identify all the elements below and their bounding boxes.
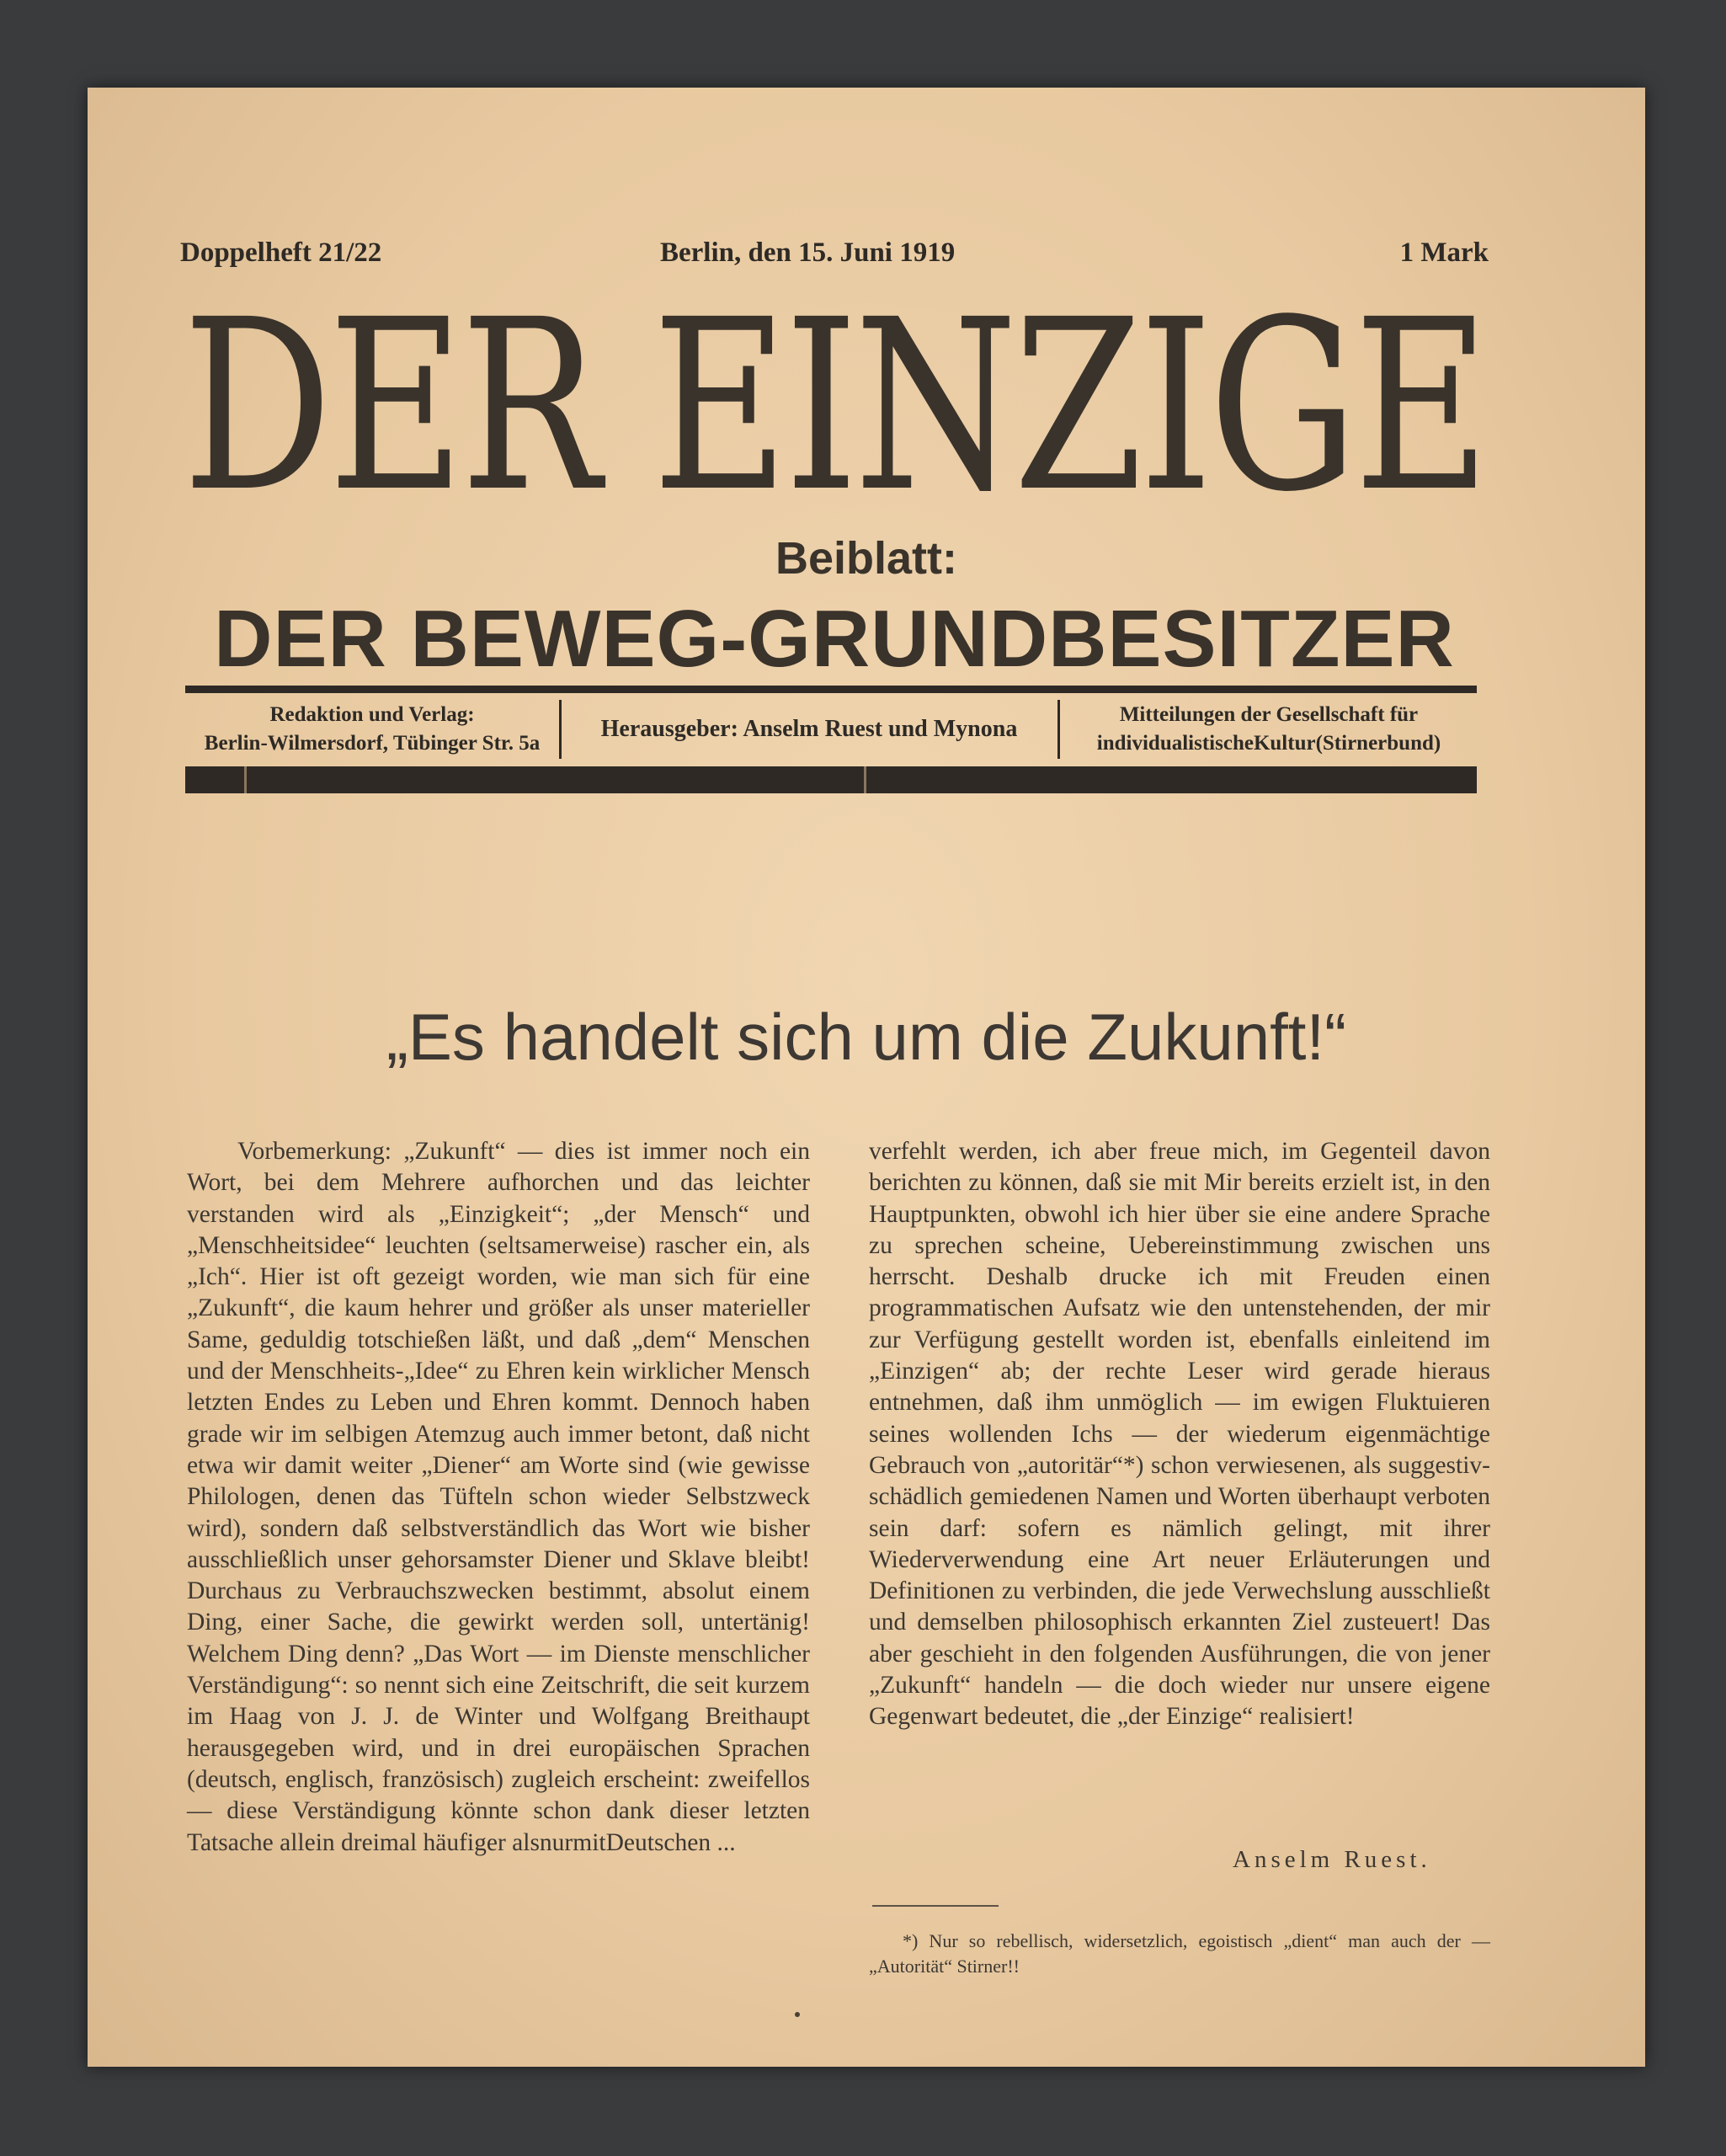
author-signature: Anselm Ruest. — [1233, 1846, 1431, 1873]
issue-date: Berlin, den 15. Juni 1919 — [660, 237, 956, 268]
editorial-label: Redaktion und Verlag: — [269, 703, 475, 726]
bar-seam — [244, 766, 247, 793]
article-column-right: verfehlt werden, ich aber freue mich, im Gegenteil davon berichten zu können, daß sie mit Mir bereits erzielt ist, in den Hauptpunkten, obwohl ich hier über sie eine andere Sprache zu sprechen scheine, Uebereinstimmung zwischen uns herrscht. Deshalb drucke ich mit Freuden einen programmatischen Aufsatz wie den untenstehenden, der mir zur Verfügung gestellt worden ist, ebenfalls einleitend im „Einzigen“ ab; der rechte Leser wird gerade hieraus entnehmen, daß ihm unmöglich — im ewigen Fluktuieren seines wollenden Ichs — der wiederum eigenmächtige Gebrauch von „autoritär“*) schon verwiesenen, als suggestiv-schädlich gemiedenen Namen und Worten überhaupt verboten sein darf: sofern es nämlich gelingt, mit ihrer Wiederverwendung eine Art neuer Erläuterungen und Definitionen zu verbinden, die jede Verwechslung ausschließt und demselben philosophisch erkannten Ziel zusteuert! Das aber geschieht in den folgenden Ausführungen, die von jener „Zukunft“ handeln — die doch wieder nur unsere eigene Gegenwart bedeutet, die „der Einzige“ realisiert! — [869, 1138, 1490, 1731]
society-info — [1061, 696, 1477, 762]
masthead-title-text: DER EINZIGE — [183, 270, 1486, 544]
supplement-label: Beiblatt: — [775, 533, 957, 584]
masthead-rule — [185, 686, 1477, 693]
footnote: *) Nur so rebellisch, widersetzlich, egoistisch „dient“ man auch der — „Autorität“ Stirner!! — [869, 1930, 1490, 1977]
bar-seam — [864, 766, 866, 793]
newspaper-page — [88, 88, 1645, 2067]
editorial-address: Berlin-Wilmersdorf, Tübinger Str. 5a — [204, 732, 541, 755]
masthead-bottom-bar — [185, 766, 1477, 793]
info-bar — [185, 696, 1477, 762]
masthead-title — [180, 270, 1489, 544]
divider — [559, 700, 562, 759]
society-line-2: individualistischeKultur(Stirnerbund) — [1096, 732, 1441, 755]
article-headline: „Es handelt sich um die Zukunft!“ — [386, 1000, 1347, 1074]
issue-price: 1 Mark — [1399, 237, 1489, 268]
society-line-1: Mitteilungen der Gesellschaft für — [1119, 703, 1419, 726]
footnote-rule — [872, 1905, 999, 1907]
fold-mark — [795, 2012, 800, 2017]
supplement-title: DER BEWEG-GRUNDBESITZER — [214, 594, 1455, 684]
publisher-info — [562, 696, 1056, 762]
issue-number: Doppelheft 21/22 — [180, 237, 382, 268]
divider — [1057, 700, 1060, 759]
editorial-info — [185, 696, 559, 762]
article-column-left: Vorbemerkung: „Zukunft“ — dies ist immer noch ein Wort, bei dem Mehrere aufhorchen und das leichter verstanden wird als „Einzigkeit“; „der Mensch“ und „Menschheitsidee“ leuchten (seltsamerweise) rascher ein, als „Ich“. Hier ist oft gezeigt worden, wie man sich für eine „Zukunft“, die kaum hehrer und größer als unser materieller Same, geduldig totschießen läßt, und daß „dem“ Menschen und der Menschheits-„Idee“ zu Ehren kein wirklicher Mensch letzten Endes zu Leben und Ehren kommt. Dennoch haben grade wir im selbigen Atemzug auch immer betont, daß nicht etwa wir damit weiter „Diener“ am Worte sind (wie gewisse Philologen, denen das Tüfteln schon wieder Selbstzweck wird), sondern daß selbstverständlich das Wort wie bisher ausschließlich unser gehorsamster Diener und Sklave bleibt! Durchaus zu Verbrauchszwecken bestimmt, absolut einem Ding, einer Sache, die gewirkt werden soll, untertänig! Welchem Ding denn? „Das Wort — im Dienste menschlicher Verständigung“: so nennt sich eine Zeitschrift, die seit kurzem im Haag von J. J. de Winter und Wolfgang Breithaupt herausgegeben wird, und in drei europäischen Sprachen (deutsch, englisch, französisch) zugleich erscheint: zweifellos — diese Verständigung könnte schon dank dieser letzten Tatsache allein dreimal häufiger alsnurmitDeutschen ... — [187, 1138, 810, 1856]
publisher-names: Herausgeber: Anselm Ruest und Mynona — [600, 716, 1018, 742]
